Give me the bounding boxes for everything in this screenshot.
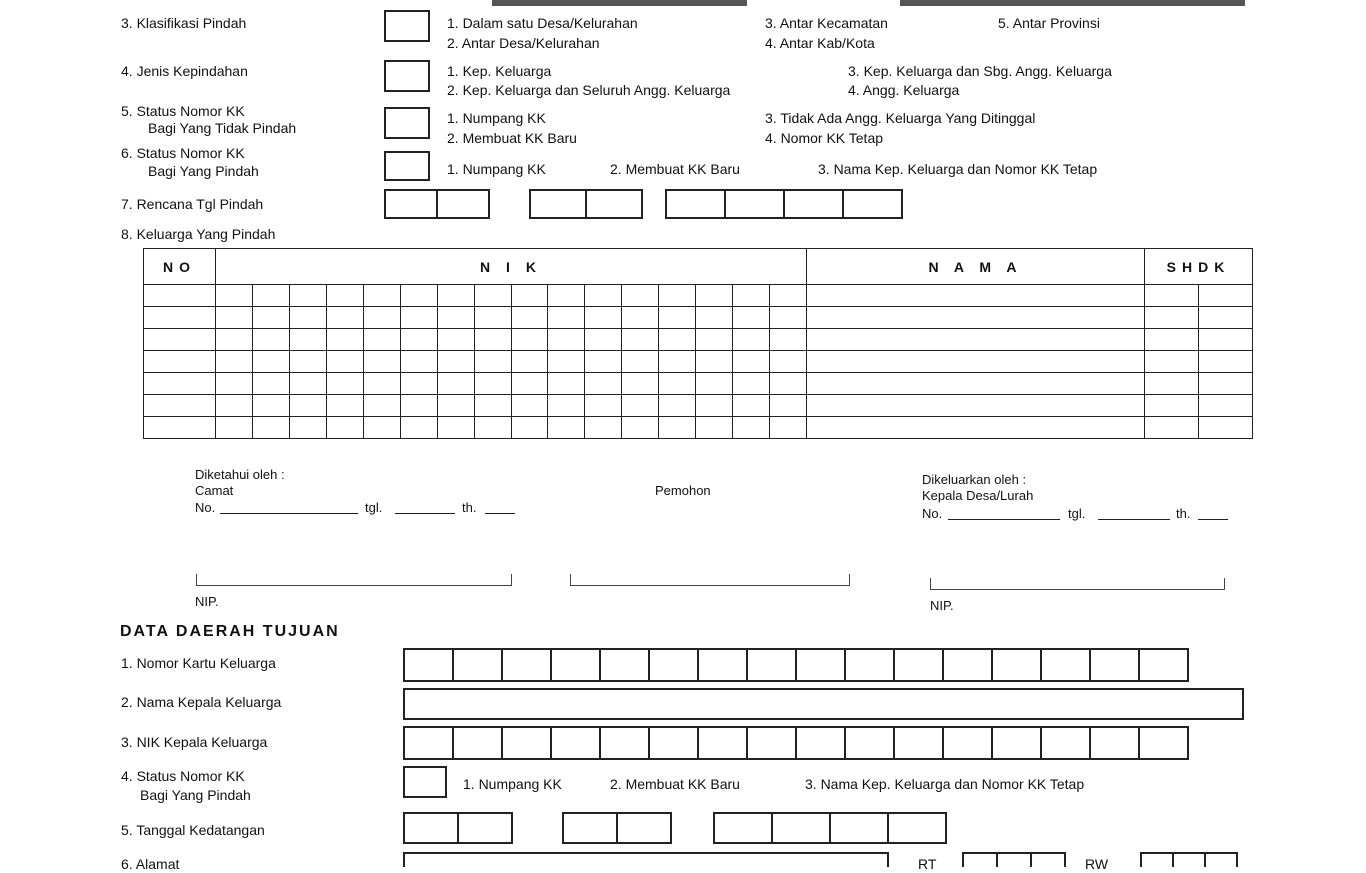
sig-right-tgl: tgl. xyxy=(1068,506,1086,521)
jenis-option-1: 1. Kep. Keluarga xyxy=(447,63,552,79)
header-no: NO xyxy=(144,249,216,285)
status-kk-pindah-label-1: 6. Status Nomor KK xyxy=(121,145,245,161)
tujuan-tgl-month[interactable] xyxy=(562,812,672,844)
sig-right-no-line[interactable] xyxy=(948,506,1060,520)
sig-left-th-line[interactable] xyxy=(485,500,515,514)
klasifikasi-option-1: 1. Dalam satu Desa/Kelurahan xyxy=(447,15,638,31)
tujuan-rw-cells[interactable] xyxy=(1140,852,1238,867)
jenis-option-2: 2. Kep. Keluarga dan Seluruh Angg. Keluarga xyxy=(447,82,731,98)
tujuan-nomor-kk-label: 1. Nomor Kartu Keluarga xyxy=(121,655,276,671)
sig-left-line1: Diketahui oleh : xyxy=(195,467,285,482)
tujuan-rw-label: RW xyxy=(1085,856,1109,872)
sig-middle: Pemohon xyxy=(655,483,711,498)
klasifikasi-option-5: 5. Antar Provinsi xyxy=(998,15,1100,31)
sig-middle-bracket[interactable] xyxy=(570,574,850,586)
rencana-tgl-month[interactable] xyxy=(529,189,643,219)
status-kk-tidak-pindah-box[interactable] xyxy=(384,107,430,139)
table-header-row xyxy=(144,249,1253,285)
sig-right-line2: Kepala Desa/Lurah xyxy=(922,488,1034,503)
tujuan-status-kk-label-2: Bagi Yang Pindah xyxy=(140,787,251,803)
tujuan-tgl-kedatangan-label: 5. Tanggal Kedatangan xyxy=(121,822,265,838)
status6-option-1: 1. Numpang KK xyxy=(447,161,546,177)
tujuan-nik-kepala-cells[interactable] xyxy=(403,726,1189,760)
sig-left-th: th. xyxy=(462,500,477,515)
sig-nip-right: NIP. xyxy=(930,598,954,613)
status-kk-pindah-label-2: Bagi Yang Pindah xyxy=(148,163,259,179)
status5-option-4: 4. Nomor KK Tetap xyxy=(765,130,884,146)
klasifikasi-option-2: 2. Antar Desa/Kelurahan xyxy=(447,35,600,51)
tujuan-alamat-label: 6. Alamat xyxy=(121,856,180,872)
jenis-option-4: 4. Angg. Keluarga xyxy=(848,82,960,98)
tujuan-status-kk-box[interactable] xyxy=(403,766,447,798)
section-title-daerah-tujuan: DATA DAERAH TUJUAN xyxy=(120,623,340,640)
sig-left-tgl: tgl. xyxy=(365,500,383,515)
tujuan-rt-cells[interactable] xyxy=(962,852,1066,867)
tujuan-status-option-3: 3. Nama Kep. Keluarga dan Nomor KK Tetap xyxy=(805,776,1085,792)
table-row[interactable] xyxy=(144,307,1253,329)
status6-option-3: 3. Nama Kep. Keluarga dan Nomor KK Tetap xyxy=(818,161,1098,177)
top-field-bar-left xyxy=(492,0,747,6)
status-kk-tidak-pindah-label-1: 5. Status Nomor KK xyxy=(121,103,245,119)
header-nama: N A M A xyxy=(807,249,1145,285)
jenis-kepindahan-box[interactable] xyxy=(384,60,430,92)
sig-left-no: No. xyxy=(195,500,216,515)
klasifikasi-option-3: 3. Antar Kecamatan xyxy=(765,15,888,31)
tujuan-nama-kepala-field[interactable] xyxy=(403,688,1244,720)
status5-option-1: 1. Numpang KK xyxy=(447,110,546,126)
tujuan-nik-kepala-label: 3. NIK Kepala Keluarga xyxy=(121,734,268,750)
tujuan-rt-label: RT xyxy=(918,856,937,872)
sig-nip-left: NIP. xyxy=(195,594,219,609)
sig-left-no-line[interactable] xyxy=(220,500,358,514)
status-kk-tidak-pindah-label-2: Bagi Yang Tidak Pindah xyxy=(148,120,297,136)
tujuan-status-option-2: 2. Membuat KK Baru xyxy=(610,776,740,792)
sig-right-th: th. xyxy=(1176,506,1191,521)
sig-right-bracket[interactable] xyxy=(930,578,1225,590)
jenis-kepindahan-label: 4. Jenis Kepindahan xyxy=(121,63,248,79)
sig-left-tgl-line[interactable] xyxy=(395,500,455,514)
table-row[interactable] xyxy=(144,285,1253,307)
header-shdk: SHDK xyxy=(1145,249,1253,285)
table-row[interactable] xyxy=(144,417,1253,439)
klasifikasi-option-4: 4. Antar Kab/Kota xyxy=(765,35,875,51)
jenis-option-3: 3. Kep. Keluarga dan Sbg. Angg. Keluarga xyxy=(848,63,1112,79)
top-field-bar-right xyxy=(900,0,1245,6)
sig-left-line2: Camat xyxy=(195,483,234,498)
sig-right-tgl-line[interactable] xyxy=(1098,506,1170,520)
tujuan-tgl-year[interactable] xyxy=(713,812,947,844)
tujuan-alamat-field[interactable] xyxy=(403,852,889,867)
status5-option-3: 3. Tidak Ada Angg. Keluarga Yang Ditinggal xyxy=(765,110,1036,126)
tujuan-tgl-day[interactable] xyxy=(403,812,513,844)
header-nik: N I K xyxy=(216,249,807,285)
status-kk-pindah-box[interactable] xyxy=(384,151,430,181)
table-row[interactable] xyxy=(144,373,1253,395)
keluarga-pindah-label: 8. Keluarga Yang Pindah xyxy=(121,226,276,242)
rencana-tgl-year[interactable] xyxy=(665,189,903,219)
tujuan-status-option-1: 1. Numpang KK xyxy=(463,776,562,792)
rencana-tgl-day[interactable] xyxy=(384,189,490,219)
table-row[interactable] xyxy=(144,351,1253,373)
klasifikasi-pindah-label: 3. Klasifikasi Pindah xyxy=(121,15,247,31)
rencana-tgl-pindah-label: 7. Rencana Tgl Pindah xyxy=(121,196,264,212)
table-row[interactable] xyxy=(144,395,1253,417)
table-row[interactable] xyxy=(144,329,1253,351)
sig-right-th-line[interactable] xyxy=(1198,506,1228,520)
sig-right-line1: Dikeluarkan oleh : xyxy=(922,472,1027,487)
status5-option-2: 2. Membuat KK Baru xyxy=(447,130,577,146)
sig-left-bracket[interactable] xyxy=(196,574,512,586)
tujuan-nomor-kk-cells[interactable] xyxy=(403,648,1189,682)
tujuan-nama-kepala-label: 2. Nama Kepala Keluarga xyxy=(121,694,282,710)
keluarga-pindah-table xyxy=(143,248,1253,439)
tujuan-status-kk-label-1: 4. Status Nomor KK xyxy=(121,768,245,784)
klasifikasi-pindah-box[interactable] xyxy=(384,10,430,42)
sig-right-no: No. xyxy=(922,506,943,521)
status6-option-2: 2. Membuat KK Baru xyxy=(610,161,740,177)
